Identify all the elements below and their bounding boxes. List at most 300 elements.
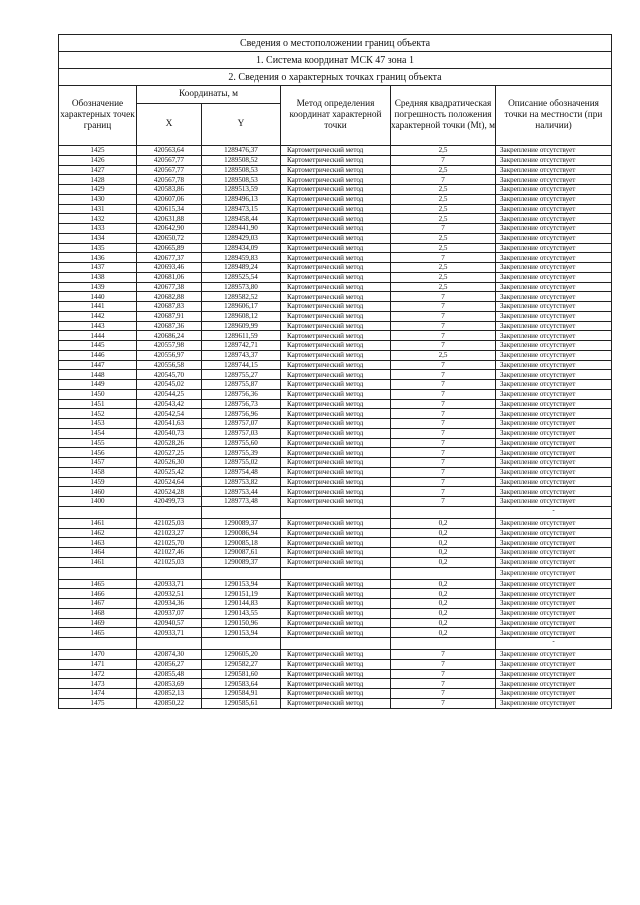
error-cell: 2,5 xyxy=(391,350,496,360)
y-cell: 1290583,64 xyxy=(202,679,281,689)
method-cell: Картометрический метод xyxy=(281,679,391,689)
table-row xyxy=(59,659,612,669)
description-cell: Закрепление отсутствует xyxy=(496,689,612,699)
error-cell: 2,5 xyxy=(391,282,496,292)
x-cell: 420665,89 xyxy=(137,243,202,253)
table-row xyxy=(59,224,612,234)
error-cell: 2,5 xyxy=(391,214,496,224)
table-row xyxy=(59,557,612,567)
description-cell: Закрепление отсутствует xyxy=(496,659,612,669)
y-cell: 1290087,61 xyxy=(202,548,281,558)
method-cell xyxy=(281,506,391,518)
x-cell: 420524,28 xyxy=(137,487,202,497)
table-row xyxy=(59,477,612,487)
y-cell xyxy=(202,506,281,518)
error-cell: 7 xyxy=(391,311,496,321)
method-cell: Картометрический метод xyxy=(281,477,391,487)
error-cell xyxy=(391,567,496,579)
description-cell: Закрепление отсутствует xyxy=(496,438,612,448)
point-number-cell: 1457 xyxy=(59,458,137,468)
method-cell: Картометрический метод xyxy=(281,204,391,214)
table-row xyxy=(59,341,612,351)
method-cell: Картометрический метод xyxy=(281,448,391,458)
y-cell: 1289744,15 xyxy=(202,360,281,370)
method-cell: Картометрический метод xyxy=(281,618,391,628)
x-cell: 420631,88 xyxy=(137,214,202,224)
point-number-cell xyxy=(59,567,137,579)
description-cell: Закрепление отсутствует xyxy=(496,175,612,185)
method-cell: Картометрический метод xyxy=(281,272,391,282)
x-cell: 420526,30 xyxy=(137,458,202,468)
description-cell: - xyxy=(496,506,612,518)
method-cell: Картометрический метод xyxy=(281,302,391,312)
table-row xyxy=(59,419,612,429)
table-row xyxy=(59,428,612,438)
error-cell: 7 xyxy=(391,698,496,708)
error-cell: 0,2 xyxy=(391,557,496,567)
x-cell: 420856,27 xyxy=(137,659,202,669)
table-row xyxy=(59,321,612,331)
description-cell: Закрепление отсутствует xyxy=(496,679,612,689)
y-cell: 1290605,20 xyxy=(202,650,281,660)
error-cell: 0,2 xyxy=(391,589,496,599)
error-cell: 7 xyxy=(391,370,496,380)
method-cell: Картометрический метод xyxy=(281,467,391,477)
error-cell: 7 xyxy=(391,321,496,331)
point-number-cell: 1459 xyxy=(59,477,137,487)
x-cell: 420852,13 xyxy=(137,689,202,699)
table-row xyxy=(59,599,612,609)
x-cell: 420545,02 xyxy=(137,380,202,390)
point-number-cell: 1432 xyxy=(59,214,137,224)
table-body xyxy=(59,146,612,709)
table-row xyxy=(59,669,612,679)
header-designation: Обозначение характерных точек границ xyxy=(59,86,137,146)
header-description: Описание обозначения точки на местности (при наличии) xyxy=(496,86,612,146)
table-row xyxy=(59,263,612,273)
separator-row xyxy=(59,638,612,650)
y-cell: 1290581,60 xyxy=(202,669,281,679)
table-row xyxy=(59,679,612,689)
error-cell: 7 xyxy=(391,409,496,419)
y-cell: 1289609,99 xyxy=(202,321,281,331)
error-cell: 7 xyxy=(391,399,496,409)
error-cell: 7 xyxy=(391,155,496,165)
point-number-cell xyxy=(59,506,137,518)
method-cell: Картометрический метод xyxy=(281,282,391,292)
point-number-cell: 1431 xyxy=(59,204,137,214)
description-cell: Закрепление отсутствует xyxy=(496,331,612,341)
y-cell: 1289434,09 xyxy=(202,243,281,253)
table-row xyxy=(59,302,612,312)
method-cell: Картометрический метод xyxy=(281,389,391,399)
y-cell: 1289755,39 xyxy=(202,448,281,458)
method-cell: Картометрический метод xyxy=(281,528,391,538)
point-number-cell: 1437 xyxy=(59,263,137,273)
y-cell: 1289459,83 xyxy=(202,253,281,263)
description-cell: Закрепление отсутствует xyxy=(496,146,612,156)
point-number-cell: 1438 xyxy=(59,272,137,282)
description-cell: Закрепление отсутствует xyxy=(496,428,612,438)
x-cell: 420677,37 xyxy=(137,253,202,263)
x-cell: 420682,88 xyxy=(137,292,202,302)
separator-row xyxy=(59,506,612,518)
x-cell: 420934,36 xyxy=(137,599,202,609)
table-row xyxy=(59,204,612,214)
x-cell: 420607,06 xyxy=(137,194,202,204)
description-cell: Закрепление отсутствует xyxy=(496,458,612,468)
point-number-cell: 1445 xyxy=(59,341,137,351)
point-number-cell: 1400 xyxy=(59,497,137,507)
table-row xyxy=(59,448,612,458)
header-method: Метод определения координат характерной точки xyxy=(281,86,391,146)
description-cell: Закрепление отсутствует xyxy=(496,650,612,660)
y-cell: 1289755,02 xyxy=(202,458,281,468)
method-cell: Картометрический метод xyxy=(281,175,391,185)
x-cell: 421023,27 xyxy=(137,528,202,538)
x-cell: 420563,64 xyxy=(137,146,202,156)
description-cell: Закрепление отсутствует xyxy=(496,448,612,458)
table-row xyxy=(59,608,612,618)
y-cell: 1289489,24 xyxy=(202,263,281,273)
error-cell: 7 xyxy=(391,224,496,234)
point-number-cell: 1455 xyxy=(59,438,137,448)
method-cell: Картометрический метод xyxy=(281,194,391,204)
point-number-cell: 1472 xyxy=(59,669,137,679)
y-cell: 1289496,13 xyxy=(202,194,281,204)
description-cell: Закрепление отсутствует xyxy=(496,599,612,609)
method-cell: Картометрический метод xyxy=(281,263,391,273)
y-cell: 1289606,17 xyxy=(202,302,281,312)
point-number-cell: 1448 xyxy=(59,370,137,380)
table-row xyxy=(59,528,612,538)
description-cell: Закрепление отсутствует xyxy=(496,618,612,628)
y-cell: 1290085,18 xyxy=(202,538,281,548)
x-cell: 421027,46 xyxy=(137,548,202,558)
method-cell: Картометрический метод xyxy=(281,659,391,669)
point-number-cell: 1442 xyxy=(59,311,137,321)
point-number-cell: 1456 xyxy=(59,448,137,458)
x-cell: 420853,69 xyxy=(137,679,202,689)
method-cell: Картометрический метод xyxy=(281,419,391,429)
point-number-cell: 1426 xyxy=(59,155,137,165)
method-cell: Картометрический метод xyxy=(281,165,391,175)
point-number-cell: 1446 xyxy=(59,350,137,360)
point-number-cell: 1451 xyxy=(59,399,137,409)
method-cell: Картометрический метод xyxy=(281,518,391,528)
error-cell: 0,2 xyxy=(391,599,496,609)
x-cell: 420615,34 xyxy=(137,204,202,214)
method-cell: Картометрический метод xyxy=(281,579,391,589)
description-cell: Закрепление отсутствует xyxy=(496,282,612,292)
y-cell: 1290143,55 xyxy=(202,608,281,618)
point-number-cell: 1444 xyxy=(59,331,137,341)
x-cell: 420545,70 xyxy=(137,370,202,380)
table-row xyxy=(59,579,612,589)
table-row xyxy=(59,272,612,282)
method-cell: Картометрический метод xyxy=(281,438,391,448)
x-cell: 420524,64 xyxy=(137,477,202,487)
y-cell: 1289508,52 xyxy=(202,155,281,165)
y-cell: 1289742,71 xyxy=(202,341,281,351)
point-number-cell: 1428 xyxy=(59,175,137,185)
method-cell: Картометрический метод xyxy=(281,628,391,638)
error-cell: 7 xyxy=(391,448,496,458)
table-row xyxy=(59,146,612,156)
y-cell: 1290153,94 xyxy=(202,579,281,589)
table-row xyxy=(59,467,612,477)
y-cell: 1289756,96 xyxy=(202,409,281,419)
method-cell: Картометрический метод xyxy=(281,557,391,567)
point-number-cell: 1430 xyxy=(59,194,137,204)
y-cell: 1290582,27 xyxy=(202,659,281,669)
description-cell: Закрепление отсутствует xyxy=(496,487,612,497)
point-number-cell: 1441 xyxy=(59,302,137,312)
x-cell: 420567,77 xyxy=(137,165,202,175)
error-cell xyxy=(391,638,496,650)
y-cell: 1289525,54 xyxy=(202,272,281,282)
y-cell: 1289476,37 xyxy=(202,146,281,156)
description-cell: Закрепление отсутствует xyxy=(496,292,612,302)
error-cell: 0,2 xyxy=(391,538,496,548)
error-cell: 7 xyxy=(391,497,496,507)
x-cell: 420556,97 xyxy=(137,350,202,360)
point-number-cell: 1439 xyxy=(59,282,137,292)
y-cell: 1290089,37 xyxy=(202,557,281,567)
y-cell: 1290153,94 xyxy=(202,628,281,638)
error-cell: 0,2 xyxy=(391,628,496,638)
table-row xyxy=(59,350,612,360)
error-cell: 7 xyxy=(391,331,496,341)
x-cell: 420681,06 xyxy=(137,272,202,282)
y-cell: 1290086,94 xyxy=(202,528,281,538)
error-cell: 0,2 xyxy=(391,528,496,538)
table-row xyxy=(59,253,612,263)
description-cell: Закрепление отсутствует xyxy=(496,253,612,263)
y-cell: 1290150,96 xyxy=(202,618,281,628)
table-row xyxy=(59,409,612,419)
table-row xyxy=(59,589,612,599)
method-cell: Картометрический метод xyxy=(281,650,391,660)
y-cell: 1289582,52 xyxy=(202,292,281,302)
error-cell: 7 xyxy=(391,292,496,302)
description-cell: Закрепление отсутствует xyxy=(496,243,612,253)
y-cell: 1289755,27 xyxy=(202,370,281,380)
error-cell: 7 xyxy=(391,389,496,399)
method-cell: Картометрический метод xyxy=(281,538,391,548)
error-cell: 7 xyxy=(391,380,496,390)
coordinate-system-title: 1. Система координат МСК 47 зона 1 xyxy=(59,52,612,69)
table-row xyxy=(59,292,612,302)
y-cell: 1290144,83 xyxy=(202,599,281,609)
y-cell: 1289755,87 xyxy=(202,380,281,390)
method-cell: Картометрический метод xyxy=(281,360,391,370)
y-cell: 1289757,03 xyxy=(202,428,281,438)
table-row xyxy=(59,185,612,195)
point-number-cell: 1462 xyxy=(59,528,137,538)
error-cell: 7 xyxy=(391,477,496,487)
method-cell: Картометрический метод xyxy=(281,589,391,599)
description-cell: Закрепление отсутствует xyxy=(496,194,612,204)
x-cell: 420933,71 xyxy=(137,579,202,589)
x-cell: 420650,72 xyxy=(137,233,202,243)
point-number-cell: 1458 xyxy=(59,467,137,477)
y-cell: 1289757,07 xyxy=(202,419,281,429)
point-number-cell: 1460 xyxy=(59,487,137,497)
boundary-points-table xyxy=(58,34,612,709)
table-row xyxy=(59,331,612,341)
table-row xyxy=(59,214,612,224)
method-cell: Картометрический метод xyxy=(281,409,391,419)
point-number-cell: 1461 xyxy=(59,557,137,567)
description-cell: Закрепление отсутствует xyxy=(496,548,612,558)
point-number-cell: 1453 xyxy=(59,419,137,429)
boundary-points-document xyxy=(58,34,611,709)
method-cell: Картометрический метод xyxy=(281,380,391,390)
method-cell: Картометрический метод xyxy=(281,185,391,195)
description-cell: Закрепление отсутствует xyxy=(496,409,612,419)
error-cell: 7 xyxy=(391,659,496,669)
y-cell: 1289756,73 xyxy=(202,399,281,409)
table-row xyxy=(59,650,612,660)
y-cell xyxy=(202,567,281,579)
y-cell: 1290584,91 xyxy=(202,689,281,699)
document-title: Сведения о местоположении границ объекта xyxy=(59,35,612,52)
y-cell: 1290585,61 xyxy=(202,698,281,708)
x-cell: 420693,46 xyxy=(137,263,202,273)
error-cell: 2,5 xyxy=(391,194,496,204)
error-cell: 7 xyxy=(391,650,496,660)
x-cell: 420932,51 xyxy=(137,589,202,599)
description-cell: Закрепление отсутствует xyxy=(496,518,612,528)
x-cell: 420874,30 xyxy=(137,650,202,660)
point-number-cell: 1463 xyxy=(59,538,137,548)
point-number-cell: 1454 xyxy=(59,428,137,438)
x-cell xyxy=(137,506,202,518)
description-cell: Закрепление отсутствует xyxy=(496,214,612,224)
x-cell: 420557,98 xyxy=(137,341,202,351)
error-cell: 0,2 xyxy=(391,518,496,528)
table-row xyxy=(59,360,612,370)
y-cell: 1289754,48 xyxy=(202,467,281,477)
method-cell: Картометрический метод xyxy=(281,370,391,380)
x-cell: 421025,03 xyxy=(137,557,202,567)
description-cell: Закрепление отсутствует xyxy=(496,233,612,243)
description-cell: Закрепление отсутствует xyxy=(496,204,612,214)
x-cell: 420686,24 xyxy=(137,331,202,341)
point-number-cell: 1450 xyxy=(59,389,137,399)
point-number-cell: 1468 xyxy=(59,608,137,618)
x-cell: 420642,90 xyxy=(137,224,202,234)
point-number-cell: 1449 xyxy=(59,380,137,390)
point-number-cell: 1425 xyxy=(59,146,137,156)
x-cell: 420687,83 xyxy=(137,302,202,312)
table-row xyxy=(59,370,612,380)
y-cell: 1289611,59 xyxy=(202,331,281,341)
x-cell: 420855,48 xyxy=(137,669,202,679)
method-cell: Картометрический метод xyxy=(281,669,391,679)
point-number-cell: 1440 xyxy=(59,292,137,302)
description-cell: Закрепление отсутствует xyxy=(496,567,612,579)
point-number-cell: 1465 xyxy=(59,579,137,589)
point-number-cell: 1436 xyxy=(59,253,137,263)
error-cell: 7 xyxy=(391,175,496,185)
x-cell xyxy=(137,638,202,650)
x-cell xyxy=(137,567,202,579)
point-number-cell: 1475 xyxy=(59,698,137,708)
table-row xyxy=(59,194,612,204)
table-row xyxy=(59,399,612,409)
description-cell: Закрепление отсутствует xyxy=(496,608,612,618)
description-cell: Закрепление отсутствует xyxy=(496,185,612,195)
error-cell: 7 xyxy=(391,360,496,370)
point-number-cell: 1429 xyxy=(59,185,137,195)
error-cell: 2,5 xyxy=(391,165,496,175)
method-cell: Картометрический метод xyxy=(281,428,391,438)
x-cell: 420583,86 xyxy=(137,185,202,195)
method-cell: Картометрический метод xyxy=(281,331,391,341)
y-cell: 1289573,80 xyxy=(202,282,281,292)
description-cell: Закрепление отсутствует xyxy=(496,589,612,599)
x-cell: 420543,42 xyxy=(137,399,202,409)
y-cell: 1289755,60 xyxy=(202,438,281,448)
method-cell: Картометрический метод xyxy=(281,399,391,409)
point-number-cell: 1464 xyxy=(59,548,137,558)
y-cell: 1289756,36 xyxy=(202,389,281,399)
description-cell: Закрепление отсутствует xyxy=(496,628,612,638)
error-cell: 2,5 xyxy=(391,263,496,273)
point-number-cell: 1443 xyxy=(59,321,137,331)
table-row xyxy=(59,233,612,243)
x-cell: 420556,58 xyxy=(137,360,202,370)
description-cell: Закрепление отсутствует xyxy=(496,380,612,390)
y-cell: 1289608,12 xyxy=(202,311,281,321)
description-cell: Закрепление отсутствует xyxy=(496,389,612,399)
error-cell: 0,2 xyxy=(391,608,496,618)
error-cell: 7 xyxy=(391,419,496,429)
y-cell: 1289513,59 xyxy=(202,185,281,195)
method-cell: Картометрический метод xyxy=(281,487,391,497)
x-cell: 421025,03 xyxy=(137,518,202,528)
error-cell: 7 xyxy=(391,341,496,351)
point-number-cell: 1434 xyxy=(59,233,137,243)
table-row xyxy=(59,698,612,708)
x-cell: 420540,73 xyxy=(137,428,202,438)
table-row xyxy=(59,311,612,321)
error-cell: 7 xyxy=(391,438,496,448)
x-cell: 420850,22 xyxy=(137,698,202,708)
error-cell: 7 xyxy=(391,458,496,468)
description-cell: Закрепление отсутствует xyxy=(496,321,612,331)
description-cell: Закрепление отсутствует xyxy=(496,698,612,708)
table-row xyxy=(59,628,612,638)
table-row xyxy=(59,548,612,558)
y-cell: 1289508,53 xyxy=(202,165,281,175)
error-cell: 7 xyxy=(391,467,496,477)
x-cell: 420541,63 xyxy=(137,419,202,429)
description-cell: Закрепление отсутствует xyxy=(496,350,612,360)
method-cell: Картометрический метод xyxy=(281,497,391,507)
description-cell: Закрепление отсутствует xyxy=(496,272,612,282)
y-cell: 1289508,53 xyxy=(202,175,281,185)
description-cell: Закрепление отсутствует xyxy=(496,528,612,538)
error-cell: 7 xyxy=(391,487,496,497)
y-cell: 1289753,82 xyxy=(202,477,281,487)
separator-row xyxy=(59,567,612,579)
table-row xyxy=(59,458,612,468)
point-number-cell: 1467 xyxy=(59,599,137,609)
point-number-cell: 1470 xyxy=(59,650,137,660)
